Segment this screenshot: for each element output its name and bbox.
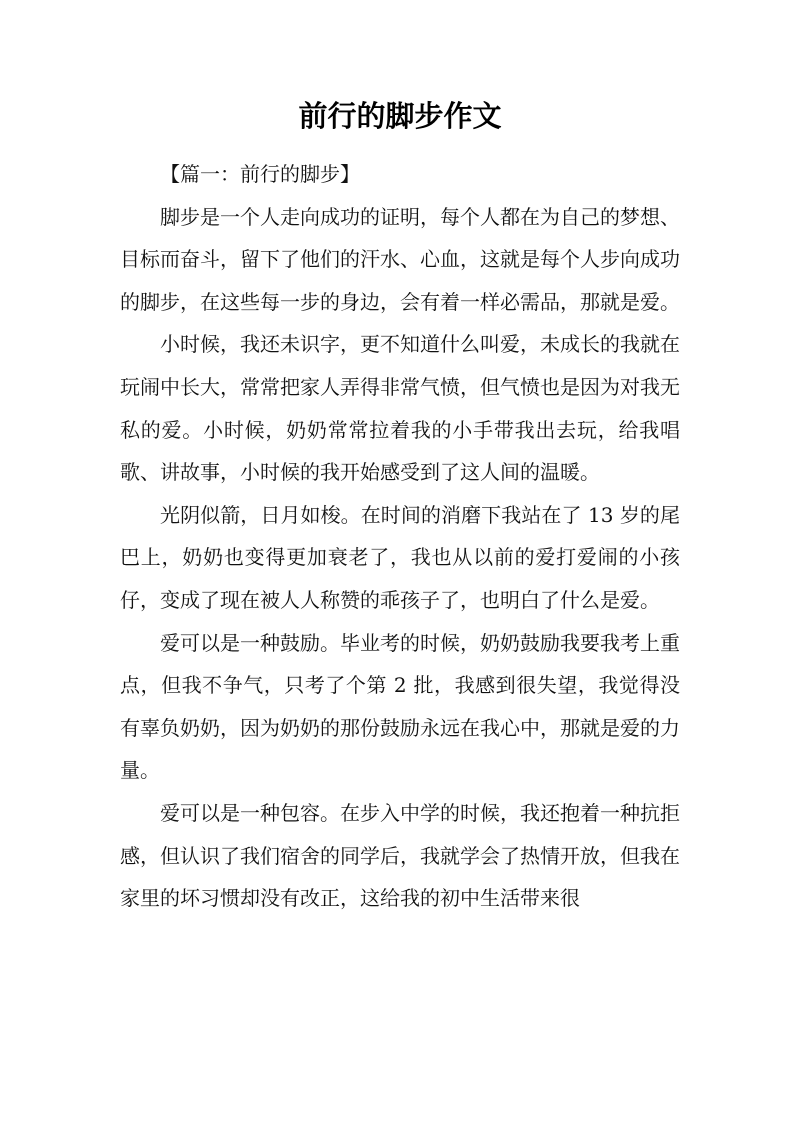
section-label: 【篇一：前行的脚步】: [160, 162, 360, 186]
paragraph-4: 爱可以是一种鼓励。毕业考的时候，奶奶鼓励我要我考上重点，但我不争气，只考了个第 2 批，我感到很失望，我觉得没有辜负奶奶，因为奶奶的那份鼓励永远在我心中，那就是爱的力量。: [120, 630, 680, 783]
document-body: [120, 153, 680, 920]
paragraph-1: 脚步是一个人走向成功的证明，每个人都在为自己的梦想、目标而奋斗，留下了他们的汗水、心血，这就是每个人步向成功的脚步，在这些每一步的身边，会有着一样必需品，那就是爱。: [120, 204, 680, 314]
paragraph-2: 小时候，我还未识字，更不知道什么叫爱，未成长的我就在玩闹中长大，常常把家人弄得非常气愤，但气愤也是因为对我无私的爱。小时候，奶奶常常拉着我的小手带我出去玩，给我唱歌、讲故事，小时候的我开始感受到了这人间的温暖。: [120, 332, 680, 485]
paragraph-5: 爱可以是一种包容。在步入中学的时候，我还抱着一种抗拒感，但认识了我们宿舍的同学后，我就学会了热情开放，但我在家里的坏习惯却没有改正，这给我的初中生活带来很: [120, 800, 680, 911]
paragraph-3: 光阴似箭，日月如梭。在时间的消磨下我站在了 13 岁的尾巴上，奶奶也变得更加衰老了，我也从以前的爱打爱闹的小孩仔，变成了现在被人人称赞的乖孩子了，也明白了什么是爱。: [120, 502, 680, 612]
document-title: 前行的脚步作文: [298, 99, 502, 133]
